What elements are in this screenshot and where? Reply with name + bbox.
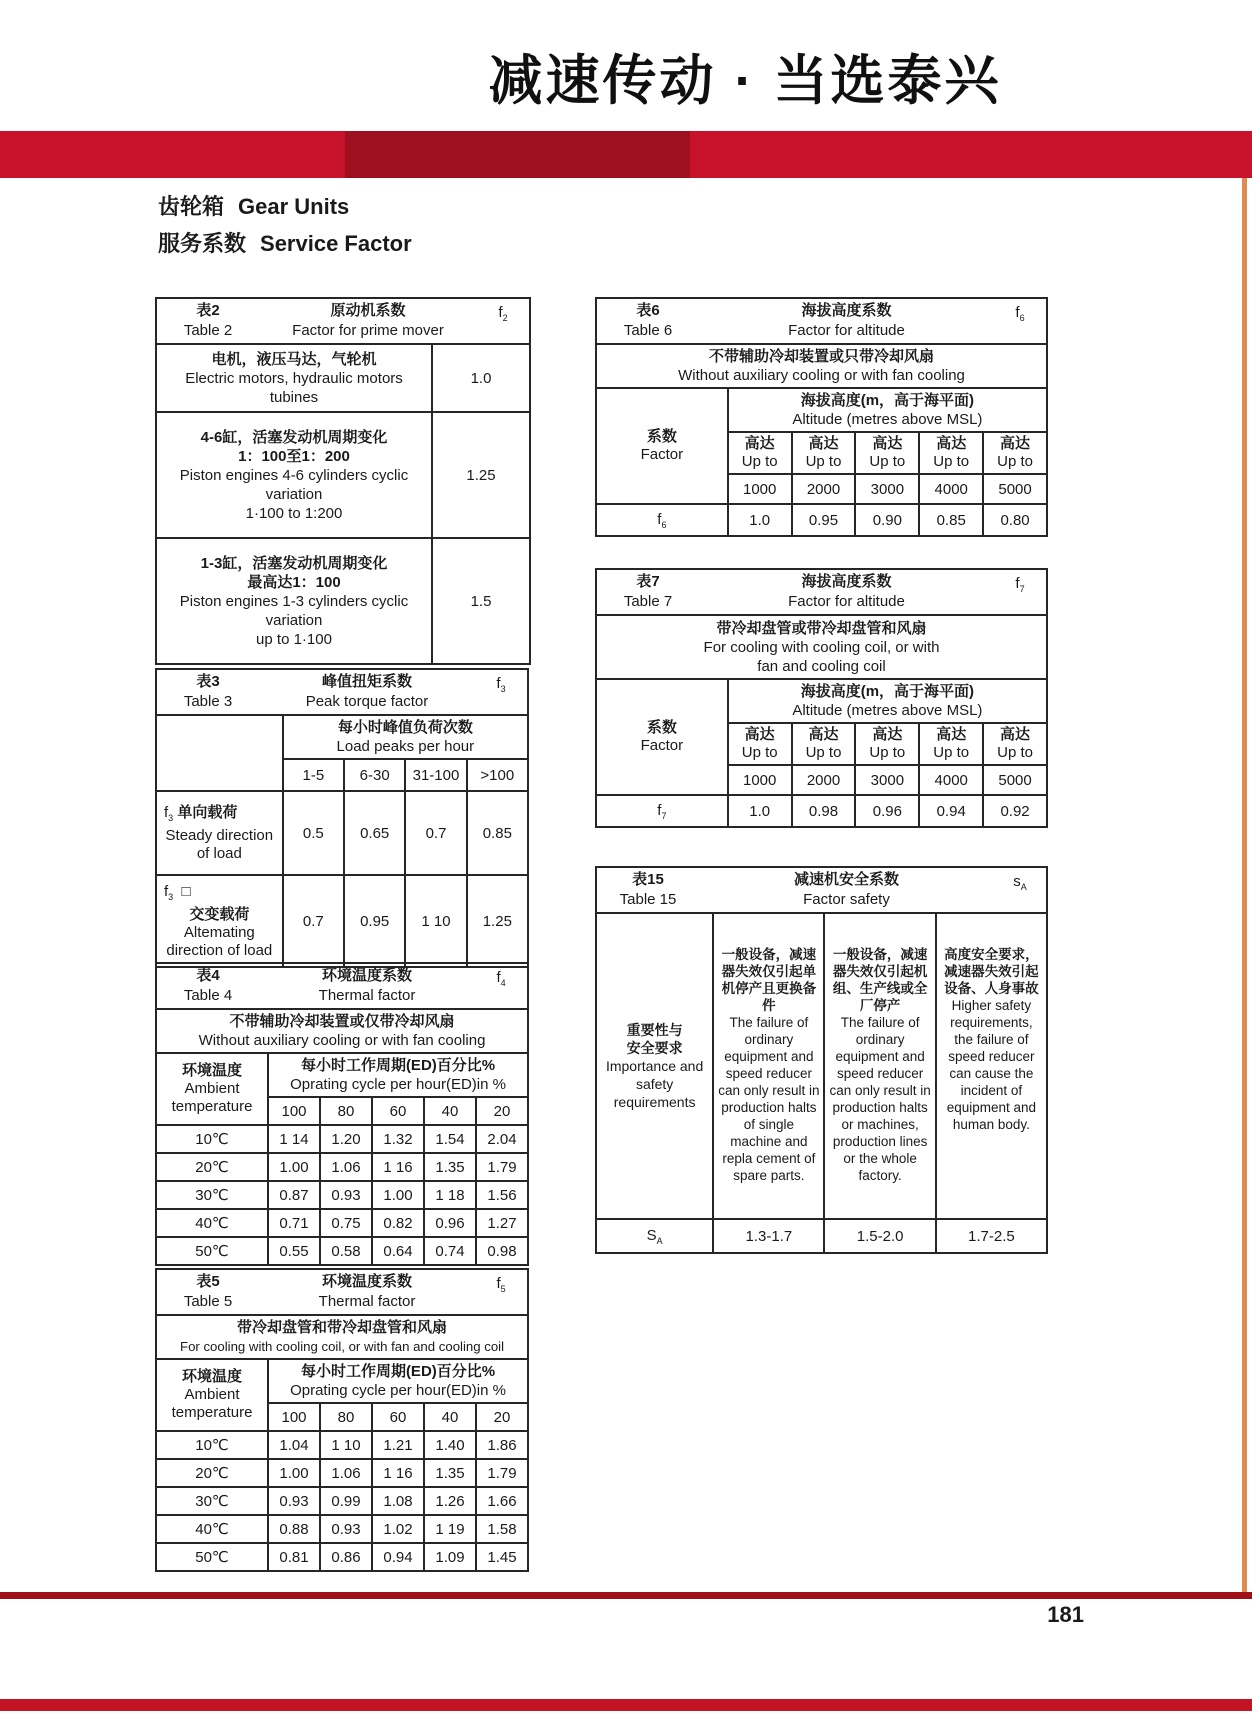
factor-row-header: 系数 Factor xyxy=(596,679,728,795)
column-header: 60 xyxy=(372,1403,424,1431)
temperature-label: 40℃ xyxy=(156,1515,268,1543)
cooling-condition-note: 不带辅助冷却装置或只带冷却风扇 Without auxiliary cooling or with fan cooling xyxy=(596,344,1047,388)
table-title: 海拔高度系数 Factor for altitude xyxy=(788,302,905,339)
table-row xyxy=(156,963,528,1009)
up-to-header: 高达 Up to xyxy=(983,723,1047,765)
column-header: 1-5 xyxy=(283,759,344,791)
table-row xyxy=(156,1181,528,1209)
column-group-header: 海拔高度(m，高于海平面) Altitude (metres above MSL) xyxy=(728,679,1047,723)
factor-value: 0.93 xyxy=(268,1487,320,1515)
table-row xyxy=(156,669,528,715)
factor-symbol: $f_6$ xyxy=(596,504,728,536)
temperature-label: 50℃ xyxy=(156,1543,268,1571)
factor-value: 0.96 xyxy=(855,795,919,827)
factor-value: 1.45 xyxy=(476,1543,528,1571)
up-to-header: 高达 Up to xyxy=(792,723,856,765)
up-to-header: 高达 Up to xyxy=(728,432,792,474)
factor-value: 0.99 xyxy=(320,1487,372,1515)
temperature-label: 30℃ xyxy=(156,1487,268,1515)
table-row xyxy=(596,504,1047,536)
table-row xyxy=(156,715,528,759)
load-direction-label: $f_3$ 单向载荷 Steady direction of load xyxy=(156,791,283,875)
page-title: 减速传动 · 当选泰兴 xyxy=(488,51,1002,111)
up-to-header: 高达 Up to xyxy=(855,723,919,765)
section-heading-line1 xyxy=(158,188,412,225)
factor-value: 1 19 xyxy=(424,1515,476,1543)
factor-value: 0.94 xyxy=(919,795,983,827)
cooling-condition-note: 带冷却盘管和带冷却盘管和风扇 For cooling with cooling coil, or with fan and cooling coil xyxy=(156,1315,528,1359)
table-row xyxy=(596,913,1047,1219)
section-heading xyxy=(158,188,412,262)
factor-symbol: $f_3$ xyxy=(496,675,506,694)
factor-value: 0.82 xyxy=(372,1209,424,1237)
factor-value: 0.93 xyxy=(320,1181,372,1209)
factor-value: 1.0 xyxy=(728,504,792,536)
table-header xyxy=(156,1269,528,1315)
altitude-value: 4000 xyxy=(919,474,983,504)
table5-thermal-factor xyxy=(155,1268,529,1572)
column-group-header: 每小时工作周期(ED)百分比% Oprating cycle per hour(ED)in % xyxy=(268,1359,528,1403)
column-header: 80 xyxy=(320,1403,372,1431)
table-row xyxy=(596,679,1047,723)
altitude-value: 1000 xyxy=(728,765,792,795)
page-edge-line xyxy=(1242,178,1247,1592)
factor-value: 0.71 xyxy=(268,1209,320,1237)
factor-symbol: $s_A$ xyxy=(1013,873,1027,892)
factor-symbol: $f_5$ xyxy=(496,1275,506,1294)
temperature-label: 20℃ xyxy=(156,1153,268,1181)
factor-value: 1.58 xyxy=(476,1515,528,1543)
factor-value: 1.00 xyxy=(268,1459,320,1487)
factor-symbol: $f_4$ xyxy=(496,969,506,988)
factor-value: 0.95 xyxy=(344,875,405,967)
table-row xyxy=(156,875,528,967)
factor-value: 0.95 xyxy=(792,504,856,536)
factor-value: 1.86 xyxy=(476,1431,528,1459)
factor-value: 0.94 xyxy=(372,1543,424,1571)
table-header xyxy=(596,867,1047,913)
altitude-value: 3000 xyxy=(855,474,919,504)
factor-value: 1.09 xyxy=(424,1543,476,1571)
table-row xyxy=(156,1359,528,1403)
factor-value: 1.26 xyxy=(424,1487,476,1515)
factor-value: 1 10 xyxy=(320,1431,372,1459)
table6-altitude-factor xyxy=(595,297,1048,537)
factor-value: 0.87 xyxy=(268,1181,320,1209)
cooling-condition-note: 不带辅助冷却装置或仅带冷却风扇 Without auxiliary cooling or with fan cooling xyxy=(156,1009,528,1053)
column-header: 60 xyxy=(372,1097,424,1125)
column-header: 100 xyxy=(268,1097,320,1125)
factor-value: 0.74 xyxy=(424,1237,476,1265)
factor-value: 1.40 xyxy=(424,1431,476,1459)
factor-symbol: $f_7$ xyxy=(596,795,728,827)
table-row xyxy=(596,867,1047,913)
table-title: 海拔高度系数 Factor for altitude xyxy=(788,573,905,610)
factor-value: 1 16 xyxy=(372,1459,424,1487)
table-title: 环境温度系数 Thermal factor xyxy=(318,967,416,1004)
table-tag: 表5 Table 5 xyxy=(183,1273,233,1310)
table-row xyxy=(156,412,530,538)
altitude-value: 3000 xyxy=(855,765,919,795)
temperature-label: 20℃ xyxy=(156,1459,268,1487)
factor-value: 1.06 xyxy=(320,1459,372,1487)
factor-row-header: 系数 Factor xyxy=(596,388,728,504)
up-to-header: 高达 Up to xyxy=(919,432,983,474)
table-row xyxy=(596,344,1047,388)
factor-value: 0.86 xyxy=(320,1543,372,1571)
safety-factor-range: 1.3-1.7 xyxy=(713,1219,824,1253)
factor-value: 1 16 xyxy=(372,1153,424,1181)
up-to-header: 高达 Up to xyxy=(983,432,1047,474)
safety-case-description: 高度安全要求，减速器失效引起设备、人身事故 Higher safety requirements, the failure of speed reducer can cause the incident of equipment and human body. xyxy=(936,913,1047,1219)
safety-case-description: 一般设备，减速器失效仅引起机组、生产线或全厂停产 The failure of ordinary equipment and speed reducer can only result in production halts or machines, production lines or the whole factory. xyxy=(824,913,935,1219)
table-row xyxy=(156,1487,528,1515)
factor-value: 1.35 xyxy=(424,1459,476,1487)
column-header: 40 xyxy=(424,1097,476,1125)
table-row xyxy=(156,344,530,412)
altitude-value: 4000 xyxy=(919,765,983,795)
table-tag: 表6 Table 6 xyxy=(623,302,673,339)
factor-value: 0.98 xyxy=(792,795,856,827)
safety-case-description: 一般设备，减速器失效仅引起单机停产且更换备件 The failure of ordinary equipment and speed reducer can only result in production halts of single machine and repla cement of spare parts. xyxy=(713,913,824,1219)
table7-altitude-factor xyxy=(595,568,1048,828)
factor-value: 0.75 xyxy=(320,1209,372,1237)
table-tag: 表2 Table 2 xyxy=(183,302,233,339)
table-tag: 表4 Table 4 xyxy=(183,967,233,1004)
factor-value: 0.55 xyxy=(268,1237,320,1265)
temperature-label: 40℃ xyxy=(156,1209,268,1237)
section-heading-cn: 服务系数 xyxy=(158,231,247,256)
prime-mover-desc: 电机，液压马达，气轮机 Electric motors, hydraulic motors tubines xyxy=(156,344,432,412)
cooling-condition-note: 带冷却盘管或带冷却盘管和风扇 For cooling with cooling coil, or with fan and cooling coil xyxy=(596,615,1047,679)
table3-peak-torque-factor xyxy=(155,668,529,968)
factor-value: 1.0 xyxy=(728,795,792,827)
table-row xyxy=(156,1237,528,1265)
factor-value: 1.20 xyxy=(320,1125,372,1153)
factor-value: 2.04 xyxy=(476,1125,528,1153)
factor-value: 0.81 xyxy=(268,1543,320,1571)
factor-value: 1.25 xyxy=(467,875,528,967)
table-title: 原动机系数 Factor for prime mover xyxy=(292,302,444,339)
table-row xyxy=(156,538,530,664)
column-group-header: 每小时峰值负荷次数 Load peaks per hour xyxy=(283,715,528,759)
table-title: 环境温度系数 Thermal factor xyxy=(318,1273,416,1310)
box-glyph: □ xyxy=(181,882,191,900)
temperature-label: 30℃ xyxy=(156,1181,268,1209)
section-heading-line2 xyxy=(158,225,412,262)
column-header: 20 xyxy=(476,1097,528,1125)
factor-value: 0.65 xyxy=(344,791,405,875)
header-red-band-dark-segment xyxy=(345,131,690,178)
factor-value: 0.96 xyxy=(424,1209,476,1237)
table-header xyxy=(596,569,1047,615)
factor-value: 1.35 xyxy=(424,1153,476,1181)
factor-value: 1.32 xyxy=(372,1125,424,1153)
factor-value: 1.04 xyxy=(268,1431,320,1459)
factor-value: 1.56 xyxy=(476,1181,528,1209)
ambient-temperature-header: 环境温度 Ambient temperature xyxy=(156,1053,268,1125)
table-row xyxy=(156,1315,528,1359)
factor-value: 0.93 xyxy=(320,1515,372,1543)
up-to-header: 高达 Up to xyxy=(855,432,919,474)
factor-value: 0.58 xyxy=(320,1237,372,1265)
sa-symbol: $S_A$ xyxy=(596,1219,713,1253)
altitude-value: 1000 xyxy=(728,474,792,504)
factor-value: 1.02 xyxy=(372,1515,424,1543)
table-row xyxy=(156,1125,528,1153)
table-row xyxy=(156,1431,528,1459)
table-tag: 表15 Table 15 xyxy=(619,871,677,908)
factor-value: 0.7 xyxy=(405,791,466,875)
table-row xyxy=(156,1459,528,1487)
factor-value: 1.5 xyxy=(432,538,530,664)
factor-value: 1.00 xyxy=(268,1153,320,1181)
table-row xyxy=(156,1543,528,1571)
column-header: 20 xyxy=(476,1403,528,1431)
factor-value: 0.5 xyxy=(283,791,344,875)
safety-factor-range: 1.7-2.5 xyxy=(936,1219,1047,1253)
section-heading-cn: 齿轮箱 xyxy=(158,194,225,219)
factor-value: 1.79 xyxy=(476,1153,528,1181)
column-header: 80 xyxy=(320,1097,372,1125)
table-title: 峰值扭矩系数 Peak torque factor xyxy=(305,673,429,710)
temperature-label: 10℃ xyxy=(156,1431,268,1459)
bottom-rule xyxy=(0,1699,1252,1711)
empty-cell xyxy=(156,715,283,791)
column-header: 31-100 xyxy=(405,759,466,791)
altitude-value: 2000 xyxy=(792,765,856,795)
factor-value: 1 18 xyxy=(424,1181,476,1209)
table-row xyxy=(596,795,1047,827)
footer-rule xyxy=(0,1592,1252,1599)
factor-value: 1.25 xyxy=(432,412,530,538)
column-header: 6-30 xyxy=(344,759,405,791)
load-direction-label: $f_3$ □ 交变载荷 Altemating direction of load xyxy=(156,875,283,967)
factor-value: 1.06 xyxy=(320,1153,372,1181)
column-header: >100 xyxy=(467,759,528,791)
page-number: 181 xyxy=(1047,1602,1084,1627)
factor-value: 0.7 xyxy=(283,875,344,967)
factor-value: 1.66 xyxy=(476,1487,528,1515)
importance-row-header: 重要性与 安全要求 Importance and safety requirements xyxy=(596,913,713,1219)
table-header xyxy=(156,963,528,1009)
table-row xyxy=(596,388,1047,432)
column-header: 40 xyxy=(424,1403,476,1431)
table-row xyxy=(596,1219,1047,1253)
factor-value: 0.88 xyxy=(268,1515,320,1543)
factor-value: 0.90 xyxy=(855,504,919,536)
factor-symbol: $f_6$ xyxy=(1015,304,1025,323)
factor-value: 1.08 xyxy=(372,1487,424,1515)
table-title: 减速机安全系数 Factor safety xyxy=(793,871,899,908)
table-row xyxy=(156,791,528,875)
table-row xyxy=(156,1053,528,1097)
table-row xyxy=(156,1009,528,1053)
table-row xyxy=(596,298,1047,344)
factor-value: 1.27 xyxy=(476,1209,528,1237)
temperature-label: 50℃ xyxy=(156,1237,268,1265)
factor-symbol: $f_2$ xyxy=(498,304,508,323)
table-tag: 表3 Table 3 xyxy=(183,673,233,710)
section-heading-en: Service Factor xyxy=(260,231,412,256)
table-row xyxy=(596,569,1047,615)
safety-factor-range: 1.5-2.0 xyxy=(824,1219,935,1253)
column-header: 100 xyxy=(268,1403,320,1431)
table-header xyxy=(596,298,1047,344)
factor-value: 0.85 xyxy=(919,504,983,536)
table-row xyxy=(156,1515,528,1543)
table-tag: 表7 Table 7 xyxy=(623,573,673,610)
factor-value: 1.21 xyxy=(372,1431,424,1459)
factor-value: 0.64 xyxy=(372,1237,424,1265)
factor-value: 1.0 xyxy=(432,344,530,412)
table-header xyxy=(156,298,530,344)
column-group-header: 海拔高度(m，高于海平面) Altitude (metres above MSL) xyxy=(728,388,1047,432)
altitude-value: 5000 xyxy=(983,765,1047,795)
header-red-band xyxy=(0,131,1252,178)
table-header xyxy=(156,669,528,715)
factor-value: 0.85 xyxy=(467,791,528,875)
table-row xyxy=(156,298,530,344)
up-to-header: 高达 Up to xyxy=(792,432,856,474)
factor-value: 1.79 xyxy=(476,1459,528,1487)
factor-value: 0.80 xyxy=(983,504,1047,536)
factor-value: 1 14 xyxy=(268,1125,320,1153)
up-to-header: 高达 Up to xyxy=(728,723,792,765)
factor-value: 1.54 xyxy=(424,1125,476,1153)
prime-mover-desc: 4-6缸，活塞发动机周期变化 1：100至1：200 Piston engines 4-6 cylinders cyclic variation 1·100 to 1:200 xyxy=(156,412,432,538)
table-row xyxy=(596,615,1047,679)
table-row xyxy=(156,1269,528,1315)
factor-value: 0.92 xyxy=(983,795,1047,827)
table-row xyxy=(156,1209,528,1237)
altitude-value: 5000 xyxy=(983,474,1047,504)
ambient-temperature-header: 环境温度 Ambient temperature xyxy=(156,1359,268,1431)
table15-safety-factor xyxy=(595,866,1048,1254)
section-heading-en: Gear Units xyxy=(238,194,350,219)
factor-value: 1.00 xyxy=(372,1181,424,1209)
altitude-value: 2000 xyxy=(792,474,856,504)
table-row xyxy=(156,1153,528,1181)
column-group-header: 每小时工作周期(ED)百分比% Oprating cycle per hour(ED)in % xyxy=(268,1053,528,1097)
factor-symbol: $f_7$ xyxy=(1015,575,1025,594)
factor-value: 0.98 xyxy=(476,1237,528,1265)
factor-value: 1 10 xyxy=(405,875,466,967)
table2-prime-mover-factor xyxy=(155,297,529,665)
prime-mover-desc: 1-3缸，活塞发动机周期变化 最高达1：100 Piston engines 1-3 cylinders cyclic variation up to 1·100 xyxy=(156,538,432,664)
up-to-header: 高达 Up to xyxy=(919,723,983,765)
temperature-label: 10℃ xyxy=(156,1125,268,1153)
table4-thermal-factor xyxy=(155,962,529,1266)
